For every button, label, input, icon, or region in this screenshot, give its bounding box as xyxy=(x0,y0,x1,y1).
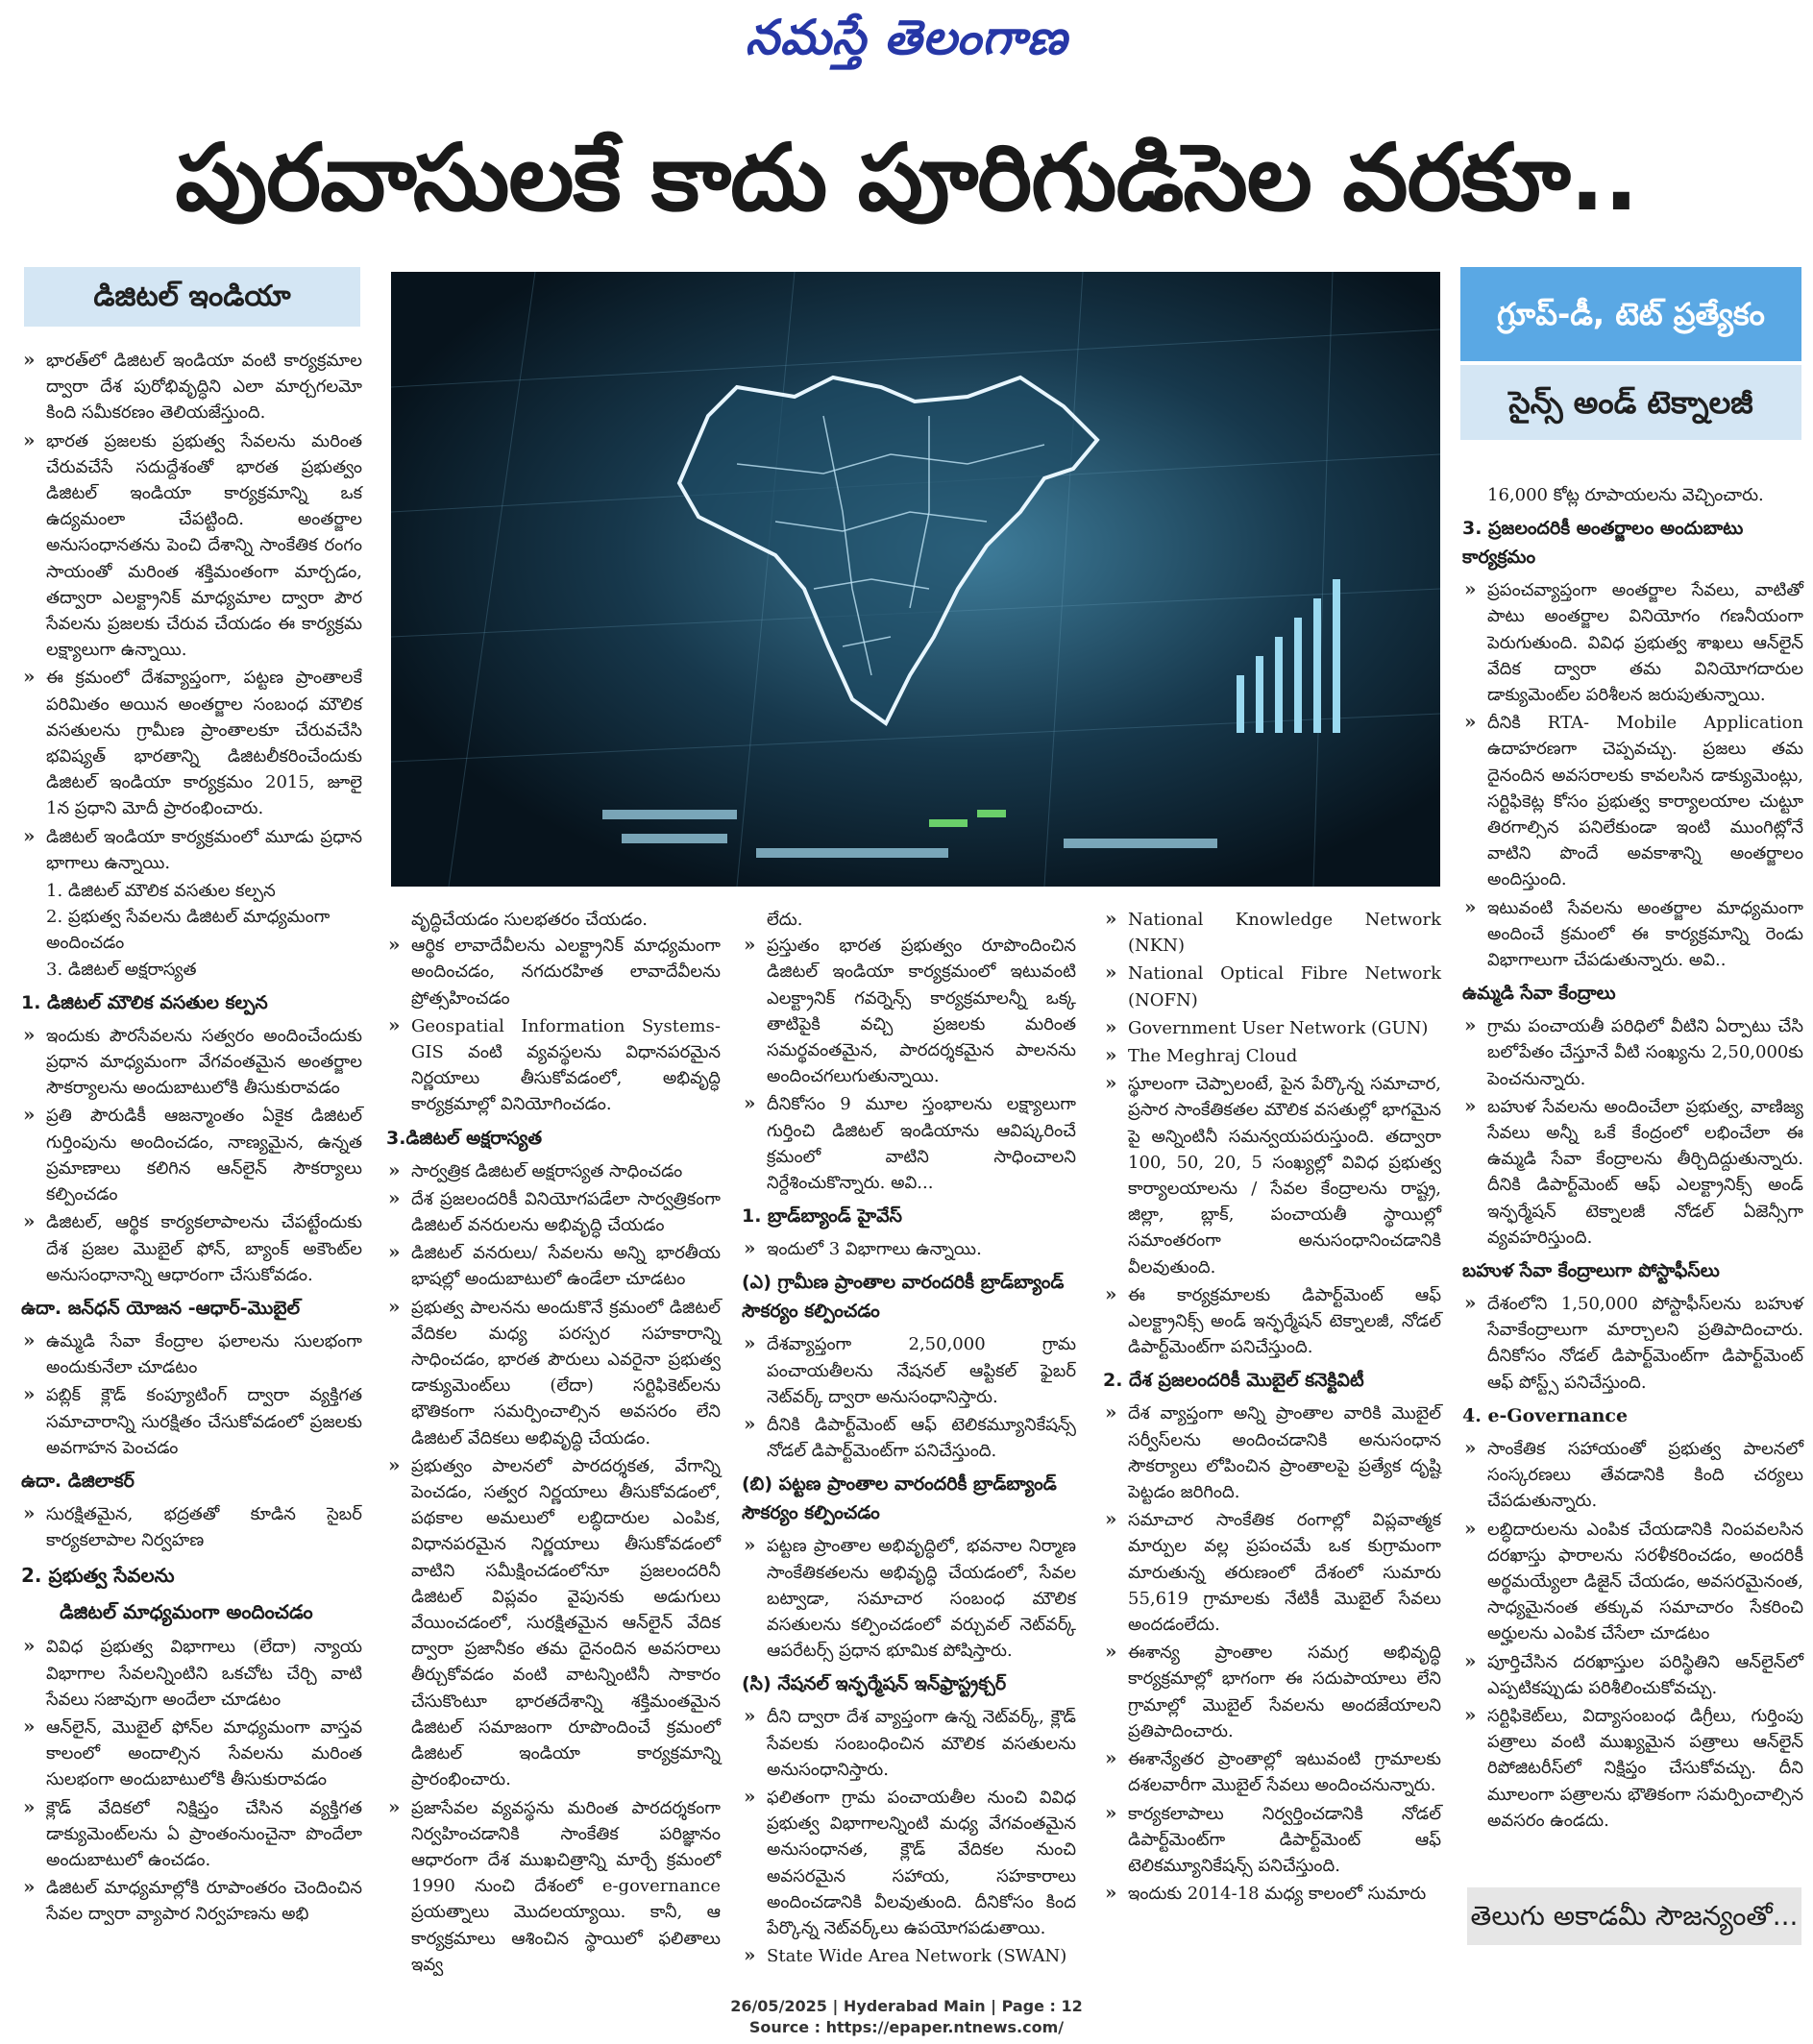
bullet-paragraph: » ఆన్‌లైన్‌, మొబైల్‌ ఫోన్‌ల మాధ్యమంగా వాస్తవ కాలంలో అందాల్సిన సేవలను మరింత సులభంగా అందుబాటులోకి తీసుకురావడం xyxy=(21,1715,362,1793)
bullet-paragraph: » గ్రామ పంచాయతీ పరిధిలో వీటిని ఏర్పాటు చేసి బలోపేతం చేస్తూనే వీటి సంఖ్యను 2,50,000కు పెంచనున్నారు. xyxy=(1462,1013,1803,1092)
bullet-paragraph: » ఇందుకు పౌరసేవలను సత్వరం అందించేందుకు ప్రధాన మాధ్యమంగా వేగవంతమైన అంతర్జాల సౌకర్యాలను అందుబాటులోకి తీసుకురావడం xyxy=(21,1023,362,1102)
section-heading-continued: డిజిటల్‌ మాధ్యమంగా అందించడం xyxy=(60,1600,313,1624)
bullet-paragraph: » National Knowledge Network (NKN) xyxy=(1103,907,1441,959)
bullet-paragraph: » దేశంలోని 1,50,000 పోస్టాఫీస్‌లను బహుళ సేవాకేంద్రాలుగా మార్చాలని ప్రతిపాదించారు. దీనికోసం నోడల్‌ డిపార్ట్‌మెంట్‌గా డిపార్ట్‌మెంట్‌ ఆఫ్‌ పోస్ట్స్‌ పనిచేస్తుంది. xyxy=(1462,1291,1803,1396)
section-heading: 3. ప్రజలందరికీ అంతర్జాలం అందుబాటు కార్యక్రమం xyxy=(1462,518,1744,569)
bullet-paragraph: » సురక్షితమైన, భద్రతతో కూడిన సైబర్‌ కార్యకలాపాల నిర్వహణ xyxy=(21,1501,362,1553)
article-column-5 xyxy=(1462,482,1803,1836)
bullet-paragraph: » ఈ క్రమంలో దేశవ్యాప్తంగా, పట్టణ ప్రాంతాలకే పరిమితం అయిన అంతర్జాల సంబంధ మౌలిక వసతులను గ్రామీణ ప్రాంతాలకూ చేరువచేసి భవిష్యత్‌ భారతాన్ని డిజిటలీకరించేందుకు డిజిటల్‌ ఇండియా కార్యక్రమం 2015, జూలై 1న ప్రధాని మోదీ ప్రారంభించారు. xyxy=(21,665,362,821)
bullet-paragraph: » ప్రపంచవ్యాప్తంగా అంతర్జాల సేవలు, వాటితో పాటు అంతర్జాల వినియోగం గణనీయంగా పెరుగుతుంది. వివిధ ప్రభుత్వ శాఖలు ఆన్‌లైన్‌ వేదిక ద్వారా తమ వినియోగదారుల డాక్యుమెంట్‌ల పరిశీలన జరుపుతున్నాయి. xyxy=(1462,577,1803,708)
bullet-paragraph: » ఈశాన్యేతర ప్రాంతాల్లో ఇటువంటి గ్రామాలకు దశలవారీగా మొబైల్‌ సేవలు అందించనున్నారు. xyxy=(1103,1746,1441,1798)
bullet-paragraph: » కార్యకలాపాలు నిర్వర్తించడానికి నోడల్‌ డిపార్ట్‌మెంట్‌గా డిపార్ట్‌మెంట్‌ ఆఫ్‌ టెలికమ్యూనికేషన్స్‌ పనిచేస్తుంది. xyxy=(1103,1801,1441,1880)
article-column-3 xyxy=(742,907,1076,1972)
bullet-paragraph: » దేశ ప్రజలందరికీ వినియోగపడేలా సార్వత్రికంగా డిజిటల్‌ వనరులను అభివృద్ధి చేయడం xyxy=(386,1186,721,1238)
bullet-paragraph: » బహుళ సేవలను అందించేలా ప్రభుత్వ, వాణిజ్య సేవలు అన్నీ ఒకే కేంద్రంలో లభించేలా ఈ ఉమ్మడి సేవా కేంద్రాలను తీర్చిదిద్దుతున్నారు. దీనికి డిపార్ట్‌మెంట్‌ ఆఫ్‌ ఎలక్ట్రానిక్స్‌ అండ్‌ ఇన్ఫర్మేషన్‌ టెక్నాలజీ నోడల్‌ ఏజెన్సీగా వ్యవహరిస్తుంది. xyxy=(1462,1094,1803,1251)
section-heading: 4. e-Governance xyxy=(1462,1404,1629,1426)
bullet-paragraph: » సమాచార సాంకేతిక రంగాల్లో విప్లవాత్మక మార్పుల వల్ల ప్రపంచమే ఒక కుగ్రామంగా మారుతున్న తరుణంలో దేశంలో సుమారు 55,619 గ్రామాలకు నేటికీ మొబైల్‌ సేవలు అందడంలేదు. xyxy=(1103,1507,1441,1638)
section-heading: 2. ప్రభుత్వ సేవలను xyxy=(21,1564,175,1588)
section-heading: 3.డిజిటల్‌ అక్షరాస్యత xyxy=(386,1127,543,1149)
bullet-paragraph: » దేశ వ్యాప్తంగా అన్ని ప్రాంతాల వారికి మొబైల్‌ సర్వీస్‌లను అందించడానికి అనుసంధాన సౌకర్యాలు లోపించిన ప్రాంతాలపై ప్రత్యేక దృష్టి పెట్టడం జరిగింది. xyxy=(1103,1400,1441,1505)
list-item: 1. డిజిటల్‌ మౌలిక వసతుల కల్పన xyxy=(46,881,276,902)
paragraph-continued: 16,000 కోట్ల రూపాయలను వెచ్చించారు. xyxy=(1487,485,1764,505)
list-item: 3. డిజిటల్‌ అక్షరాస్యత xyxy=(46,959,197,980)
sub-heading: (సి) నేషనల్‌ ఇన్ఫర్మేషన్‌ ఇన్‌ఫ్రాస్ట్రక్చర్‌ xyxy=(742,1673,1007,1695)
bullet-paragraph: » ఇటువంటి సేవలను అంతర్జాల మాధ్యమంగా అందించే క్రమంలో ఈ కార్యక్రమాన్ని రెండు విభాగాలుగా చేపడుతున్నారు. అవి.. xyxy=(1462,895,1803,974)
bullet-paragraph: » ప్రజాసేవల వ్యవస్థను మరింత పారదర్శకంగా నిర్వహించడానికి సాంకేతిక పరిజ్ఞానం ఆధారంగా దేశ ముఖచిత్రాన్ని మార్చే క్రమంలో 1990 నుంచి దేశంలో e-governance ప్రయత్నాలు మొదలయ్యాయి. కానీ, ఆ కార్యక్రమాలు ఆశించిన స్థాయిలో ఫలితాలు ఇవ్వ xyxy=(386,1795,721,1978)
section-heading: 1. బ్రాడ్‌బ్యాండ్‌ హైవేస్‌ xyxy=(742,1205,902,1228)
edition-info: 26/05/2025 | Hyderabad Main | Page : 12 xyxy=(730,1997,1083,2015)
bullet-paragraph: » ప్రభుత్వ పాలనను అందుకొనే క్రమంలో డిజిటల్‌ వేదికల మధ్య పరస్పర సహకారాన్ని సాధించడం, భారత పౌరులు ఎవరైనా ప్రభుత్వ డాక్యుమెంట్‌లు (లేదా) సర్టిఫికెట్‌లను భౌతికంగా సమర్పించాల్సిన అవసరం లేని డిజిటల్‌ వేదికలు అభివృద్ధి చేయడం. xyxy=(386,1295,721,1451)
india-map-illustration xyxy=(391,272,1440,887)
bullet-paragraph: » ప్రతి పౌరుడికీ ఆజన్మాంతం ఏకైక డిజిటల్‌ గుర్తింపును అందించడం, నాణ్యమైన, ఉన్నత ప్రమాణాలు కలిగిన ఆన్‌లైన్‌ సౌకర్యాలు కల్పించడం xyxy=(21,1103,362,1207)
bullet-paragraph: » ఇందులో 3 విభాగాలు ఉన్నాయి. xyxy=(742,1236,1076,1262)
bullet-paragraph: » దీని ద్వారా దేశ వ్యాప్తంగా ఉన్న నెట్‌వర్క్‌, క్లౌడ్‌ సేవలకు సంబంధించిన మౌలిక వసతులను అనుసంధానిస్తారు. xyxy=(742,1704,1076,1783)
section-heading: 2. దేశ ప్రజలందరికీ మొబైల్‌ కనెక్టివిటీ xyxy=(1103,1370,1364,1392)
bullet-paragraph: » ఉమ్మడి సేవా కేంద్రాల ఫలాలను సులభంగా అందుకునేలా చూడటం xyxy=(21,1328,362,1380)
bullet-paragraph: » క్లౌడ్‌ వేదికలో నిక్షిప్తం చేసిన వ్యక్తిగత డాక్యుమెంట్‌లను ఏ ప్రాంతంనుంచైనా పొందేలా అందుబాటులో ఉంచడం. xyxy=(21,1795,362,1874)
bullet-paragraph: » పబ్లిక్‌ క్లౌడ్‌ కంప్యూటింగ్‌ ద్వారా వ్యక్తిగత సమాచారాన్ని సురక్షితం చేసుకోవడంలో ప్రజలకు అవగాహన పెంచడం xyxy=(21,1382,362,1461)
article-column-1 xyxy=(21,348,362,1930)
india-digital-map-image xyxy=(391,272,1440,887)
bullet-paragraph: » భారత ప్రజలకు ప్రభుత్వ సేవలను మరింత చేరువచేసే సదుద్దేశంతో భారత ప్రభుత్వం డిజిటల్‌ ఇండియా కార్యక్రమాన్ని ఒక ఉద్యమంలా చేపట్టింది. అంతర్జాల అనుసంధానతను పెంచి దేశాన్ని సాంకేతిక రంగం సాయంతో మరింత శక్తిమంతంగా మార్చడం, తద్వారా ఎలక్ట్రానిక్‌ మాధ్యమాల ద్వారా పౌర సేవలను ప్రజలకు చేరువ చేయడం ఈ కార్యక్రమ లక్ష్యాలుగా ఉన్నాయి. xyxy=(21,428,362,664)
section-label-digital-india: డిజిటల్‌ ఇండియా xyxy=(24,267,360,327)
bullet-paragraph: » Geospatial Information Systems- GIS వంటి వ్యవస్థలను విధానపరమైన నిర్ణయాలు తీసుకోవడంలో, అభివృద్ధి కార్యక్రమాల్లో వినియోగించడం. xyxy=(386,1013,721,1118)
credit-box: తెలుగు అకాడమీ సౌజన్యంతో... xyxy=(1467,1887,1801,1945)
bullet-paragraph: » డిజిటల్‌ మాధ్యమాల్లోకి రూపాంతరం చెందించిన సేవల ద్వారా వ్యాపార నిర్వహణను అభి xyxy=(21,1875,362,1927)
section-label-science: సైన్స్‌ అండ్‌ టెక్నాలజీ xyxy=(1460,365,1801,440)
paragraph-continued: వృద్ధిచేయడం సులభతరం చేయడం. xyxy=(411,910,648,930)
bullet-paragraph: » దీనికి RTA- Mobile Application ఉదాహరణగా చెప్పవచ్చు. ప్రజలు తమ దైనందిన అవసరాలకు కావలసిన డాక్యుమెంట్లు, సర్టిఫికెట్ల కోసం ప్రభుత్వ కార్యాలయాల చుట్టూ తిరగాల్సిన పనిలేకుండా ఇంటి ముంగిట్లోనే వాటిని పొందే అవకాశాన్ని అంతర్జాలం అందిస్తుంది. xyxy=(1462,710,1803,892)
bullet-paragraph: » ఈ కార్యక్రమాలకు డిపార్ట్‌మెంట్‌ ఆఫ్‌ ఎలక్ట్రానిక్స్‌ అండ్‌ ఇన్ఫర్మేషన్‌ టెక్నాలజీ, నోడల్‌ డిపార్ట్‌మెంట్‌గా పనిచేస్తుంది. xyxy=(1103,1282,1441,1361)
bullet-paragraph: » దేశవ్యాప్తంగా 2,50,000 గ్రామ పంచాయతీలను నేషనల్‌ ఆప్టికల్‌ ఫైబర్‌ నెట్‌వర్క్‌ ద్వారా అనుసంధానిస్తారు. xyxy=(742,1331,1076,1410)
page-headline: పురవాసులకే కాదు పూరిగుడిసెల వరకూ.. xyxy=(175,124,1638,231)
sub-heading: (బి) పట్టణ ప్రాంతాల వారందరికీ బ్రాడ్‌బ్యాండ్‌ సౌకర్యం కల్పించడం xyxy=(742,1473,1057,1524)
bullet-paragraph: » భారత్‌లో డిజిటల్‌ ఇండియా వంటి కార్యక్రమాల ద్వారా దేశ పురోభివృద్ధిని ఎలా మార్చగలమో కింది సమీకరణం తెలియజేస్తుంది. xyxy=(21,348,362,426)
bullet-paragraph: » State Wide Area Network (SWAN) xyxy=(742,1943,1076,1969)
bullet-paragraph: » సార్వత్రిక డిజిటల్‌ అక్షరాస్యత సాధించడం xyxy=(386,1158,721,1184)
sub-heading: ఉమ్మడి సేవా కేంద్రాలు xyxy=(1462,983,1616,1005)
bullet-paragraph: » The Meghraj Cloud xyxy=(1103,1043,1441,1069)
bullet-paragraph: » ప్రస్తుతం భారత ప్రభుత్వం రూపొందించిన డిజిటల్‌ ఇండియా కార్యక్రమంలో ఇటువంటి ఎలక్ట్రానిక్‌ గవర్నెన్స్‌ కార్యక్రమాలన్నీ ఒక్క తాటిపైకి వచ్చి ప్రజలకు మరింత సమర్థవంతమైన, పారదర్శకమైన పాలనను అందించగలుగుతున్నాయి. xyxy=(742,933,1076,1089)
bullet-paragraph: » ఇందుకు 2014-18 మధ్య కాలంలో సుమారు xyxy=(1103,1881,1441,1907)
bullet-paragraph: » పట్టణ ప్రాంతాల అభివృద్ధిలో, భవనాల నిర్మాణ సాంకేతికతలను అభివృద్ధి చేయడంలో, సేవల బట్వాడా, సమాచార సంబంధ మౌలిక వసతులను కల్పించడంలో వర్చువల్‌ నెట్‌వర్క్‌ ఆపరేటర్స్‌ ప్రధాన భూమిక పోషిస్తారు. xyxy=(742,1533,1076,1664)
list-item: 2. ప్రభుత్వ సేవలను డిజిటల్‌ మాధ్యమంగా అందించడం xyxy=(46,907,331,954)
bullet-paragraph: » ఫలితంగా గ్రామ పంచాయతీల నుంచి వివిధ ప్రభుత్వ విభాగాలన్నింటి మధ్య వేగవంతమైన అనుసంధానత, క్లౌడ్‌ వేదికల నుంచి అవసరమైన సహాయ, సహకారాలు అందించడానికి వీలవుతుంది. దీనికోసం కింద పేర్కొన్న నెట్‌వర్క్‌లు ఉపయోగపడుతాయి. xyxy=(742,1785,1076,1941)
bullet-paragraph: » సర్టిఫికెట్‌లు, విద్యాసంబంధ డిగ్రీలు, గుర్తింపు పత్రాలు వంటి ముఖ్యమైన పత్రాలు ఆన్‌లైన్‌ రిపోజిటరీస్‌లో నిక్షిప్తం చేసుకోవచ్చు. దీని మూలంగా పత్రాలను భౌతికంగా సమర్పించాల్సిన అవసరం ఉండదు. xyxy=(1462,1703,1803,1834)
bullet-paragraph: » లబ్ధిదారులను ఎంపిక చేయడానికి నింపవలసిన దరఖాస్తు ఫారాలను సరళీకరించడం, అందరికీ అర్థమయ్యేలా డిజైన్‌ చేయడం, అవసరమైనంత, సాధ్యమైనంత తక్కువ సమాచారం సేకరించి అర్హులను ఎంపిక చేసేలా చూడటం xyxy=(1462,1517,1803,1647)
example-heading: ఉదా. జన్‌ధన్‌ యోజన -ఆధార్‌-మొబైల్‌ xyxy=(21,1297,301,1319)
bullet-paragraph: » దీనికి డిపార్ట్‌మెంట్‌ ఆఫ్‌ టెలికమ్యూనికేషన్స్‌ నోడల్‌ డిపార్ట్‌మెంట్‌గా పనిచేస్తుంది. xyxy=(742,1412,1076,1464)
bullet-paragraph: » డిజిటల్‌, ఆర్థిక కార్యకలాపాలను చేపట్టేందుకు దేశ ప్రజల మొబైల్‌ ఫోన్‌, బ్యాంక్‌ అకౌంట్‌ల అనుసంధానాన్ని ఆధారంగా చేసుకోవడం. xyxy=(21,1209,362,1288)
paragraph-continued: లేదు. xyxy=(767,910,803,930)
bullet-paragraph: » ప్రభుత్వం పాలనలో పారదర్శకత, వేగాన్ని పెంచడం, సత్వర నిర్ణయాలు తీసుకోవడంలో, పథకాల అమలులో లబ్ధిదారుల ఎంపిక, విధానపరమైన నిర్ణయాలు తీసుకోవడంలో వాటిని సమీక్షించడంలోనూ ప్రజలందరినీ డిజిటల్‌ విప్లవం వైపునకు అడుగులు వేయించడంలో, సురక్షితమైన ఆన్‌లైన్‌ వేదిక ద్వారా ప్రజానీకం తమ దైనందిన అవసరాలు తీర్చుకోవడం వంటి వాటన్నింటినీ సాకారం చేసుకొంటూ భారతదేశాన్ని శక్తిమంతమైన డిజిటల్‌ సమాజంగా రూపొందించే క్రమంలో డిజిటల్‌ ఇండియా కార్యక్రమాన్ని ప్రారంభించారు. xyxy=(386,1453,721,1793)
bullet-paragraph: » ఈశాన్య ప్రాంతాల సమగ్ర అభివృద్ధి కార్యక్రమాల్లో భాగంగా ఈ సదుపాయాలు లేని గ్రామాల్లో మొబైల్‌ సేవలను అందజేయాలని ప్రతిపాదించారు. xyxy=(1103,1640,1441,1744)
section-label-group-d: గ్రూప్‌-డీ, టెట్‌ ప్రత్యేకం xyxy=(1460,267,1801,361)
masthead xyxy=(0,0,1813,85)
source-link[interactable]: Source : https://epaper.ntnews.com/ xyxy=(748,2018,1065,2036)
article-column-2 xyxy=(386,907,721,1980)
page-footer xyxy=(0,1996,1813,2038)
bullet-paragraph: » National Optical Fibre Network (NOFN) xyxy=(1103,961,1441,1012)
bullet-paragraph: » Government User Network (GUN) xyxy=(1103,1015,1441,1041)
bullet-paragraph: » స్థూలంగా చెప్పాలంటే, పైన పేర్కొన్న సమాచార, ప్రసార సాంకేతికతల మౌలిక వసతుల్లో భాగమైన పై అన్నింటినీ సమన్వయపరుస్తుంది. తద్వారా 100, 50, 20, 5 సంఖ్యల్లో వివిధ ప్రభుత్వ కార్యాలయాలను / సేవల కేంద్రాలను రాష్ట్ర, జిల్లా, బ్లాక్‌, పంచాయతీ స్థాయిల్లో సమాంతరంగా అనుసంధానించడానికి వీలవుతుంది. xyxy=(1103,1071,1441,1280)
bullet-paragraph: » ఆర్థిక లావాదేవీలను ఎలక్ట్రానిక్‌ మాధ్యమంగా అందించడం, నగదురహిత లావాదేవీలను ప్రోత్సహించడం xyxy=(386,933,721,1011)
sub-heading: (ఎ) గ్రామీణ ప్రాంతాల వారందరికీ బ్రాడ్‌బ్యాండ్‌ సౌకర్యం కల్పించడం xyxy=(742,1272,1065,1323)
bullet-paragraph: » సాంకేతిక సహాయంతో ప్రభుత్వ పాలనలో సంస్కరణలు తేవడానికి కింది చర్యలు చేపడుతున్నారు. xyxy=(1462,1436,1803,1515)
bullet-paragraph: » డిజిటల్‌ వనరులు/ సేవలను అన్ని భారతీయ భాషల్లో అందుబాటులో ఉండేలా చూడటం xyxy=(386,1240,721,1292)
bullet-paragraph: » దీనికోసం 9 మూల స్తంభాలను లక్ష్యాలుగా గుర్తించి డిజిటల్‌ ఇండియాను ఆవిష్కరించే క్రమంలో వాటిని సాధించాలని నిర్దేశించుకొన్నారు. అవి... xyxy=(742,1091,1076,1196)
example-heading: ఉదా. డిజిలాకర్‌ xyxy=(21,1470,135,1492)
bullet-paragraph: » పూర్తిచేసిన దరఖాస్తుల పరిస్థితిని ఆన్‌లైన్‌లో ఎప్పటికప్పుడు పరిశీలించుకోవచ్చు. xyxy=(1462,1649,1803,1701)
bullet-paragraph: » డిజిటల్‌ ఇండియా కార్యక్రమంలో మూడు ప్రధాన భాగాలు ఉన్నాయి. xyxy=(21,824,362,876)
bullet-paragraph: » వివిధ ప్రభుత్వ విభాగాలు (లేదా) న్యాయ విభాగాల సేవలన్నింటిని ఒకచోట చేర్చి వాటి సేవలు సజావుగా అందేలా చూడటం xyxy=(21,1634,362,1713)
sub-heading: బహుళ సేవా కేంద్రాలుగా పోస్టాఫీస్‌లు xyxy=(1462,1260,1720,1282)
article-column-4 xyxy=(1103,907,1441,1909)
newspaper-logo: నమస్తే తెలంగాణ xyxy=(745,10,1068,65)
section-heading: 1. డిజిటల్‌ మౌలిక వసతుల కల్పన xyxy=(21,991,268,1013)
